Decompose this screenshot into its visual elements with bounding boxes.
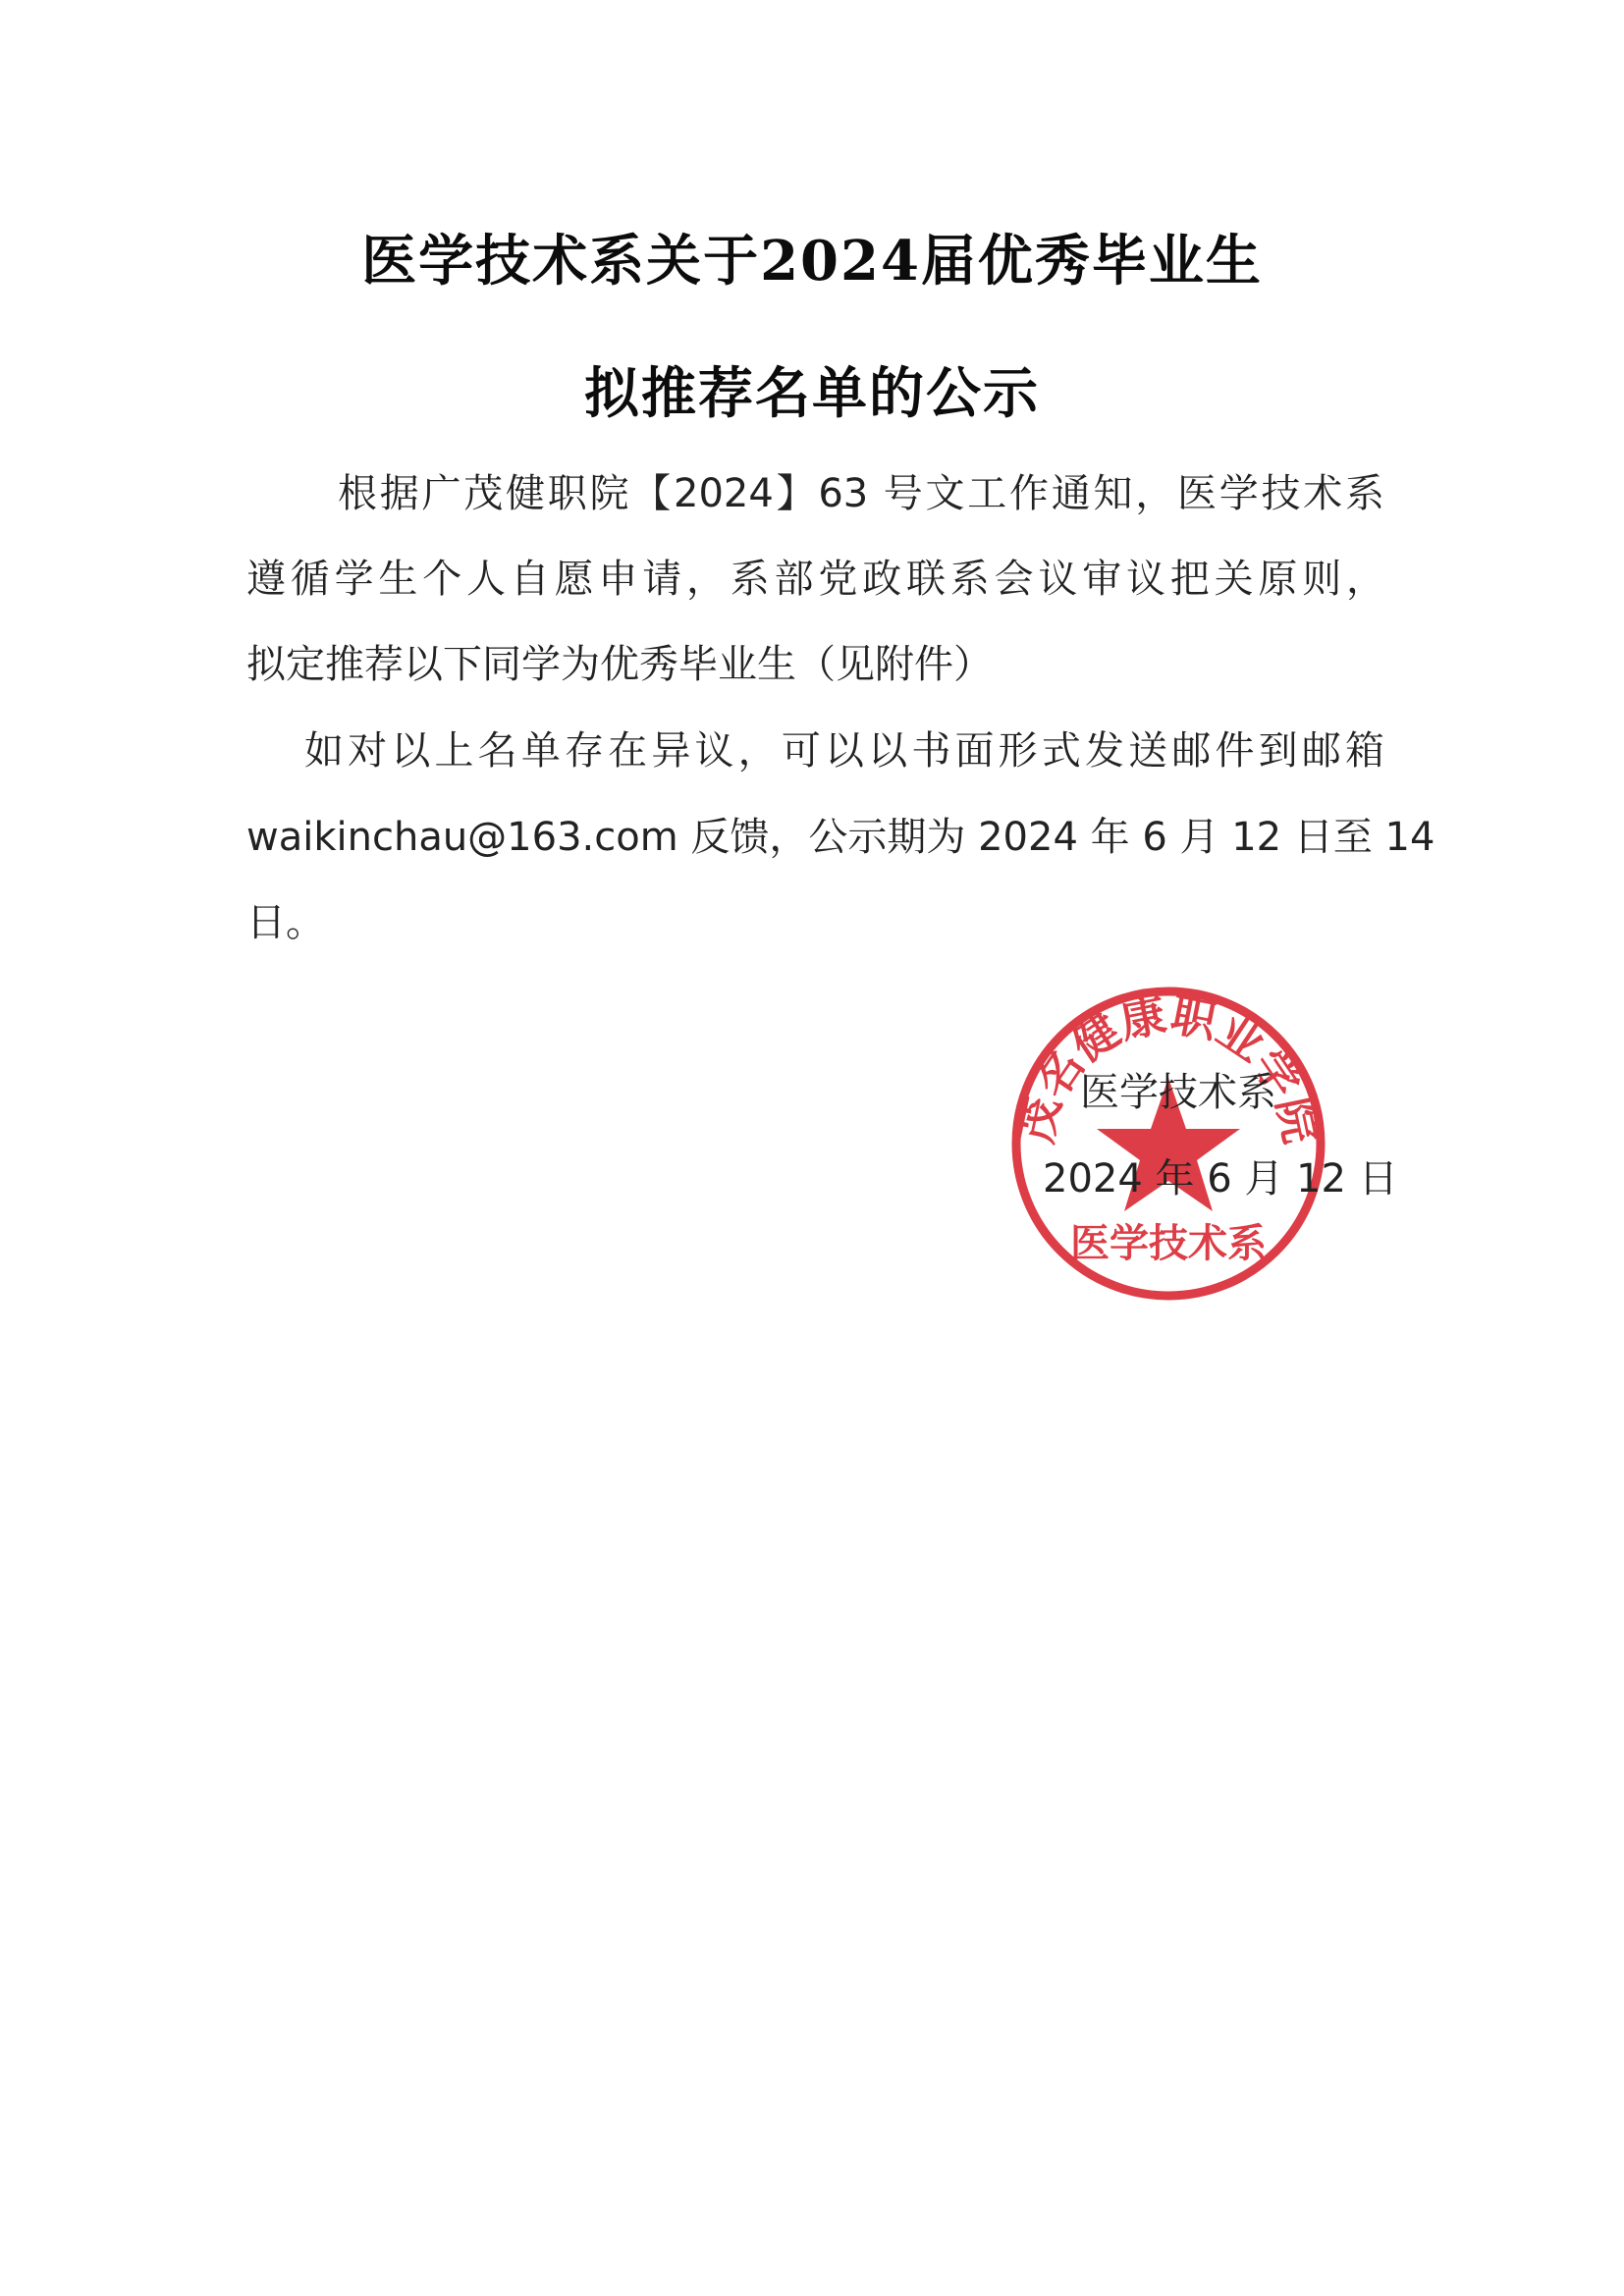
body-line-4: 如对以上名单存在异议，可以以书面形式发送邮件到邮箱 — [304, 728, 1384, 774]
title-line-1: 医学技术系关于2024届优秀毕业生 — [361, 229, 1263, 294]
official-seal-icon — [1006, 982, 1330, 1306]
seal-outer-text: 茂名健康职业学院 — [1008, 988, 1328, 1148]
signature-date: 2024 年 6 月 12 日 — [1043, 1156, 1398, 1201]
seal-lower-text: 医学技术系 — [1070, 1220, 1267, 1266]
body-line-3: 拟定推荐以下同学为优秀毕业生（见附件） — [246, 642, 993, 687]
body-line-1: 根据广茂健职院【2024】63 号文工作通知，医学技术系 — [338, 471, 1384, 516]
title-line-2: 拟推荐名单的公示 — [584, 361, 1040, 426]
body-line-5: waikinchau@163.com 反馈，公示期为 2024 年 6 月 12 日至 14 — [246, 815, 1435, 860]
signature-department: 医学技术系 — [1080, 1070, 1276, 1115]
body-line-2: 遵循学生个人自愿申请，系部党政联系会议审议把关原则， — [246, 557, 1385, 602]
body-line-6: 日。 — [246, 900, 325, 945]
